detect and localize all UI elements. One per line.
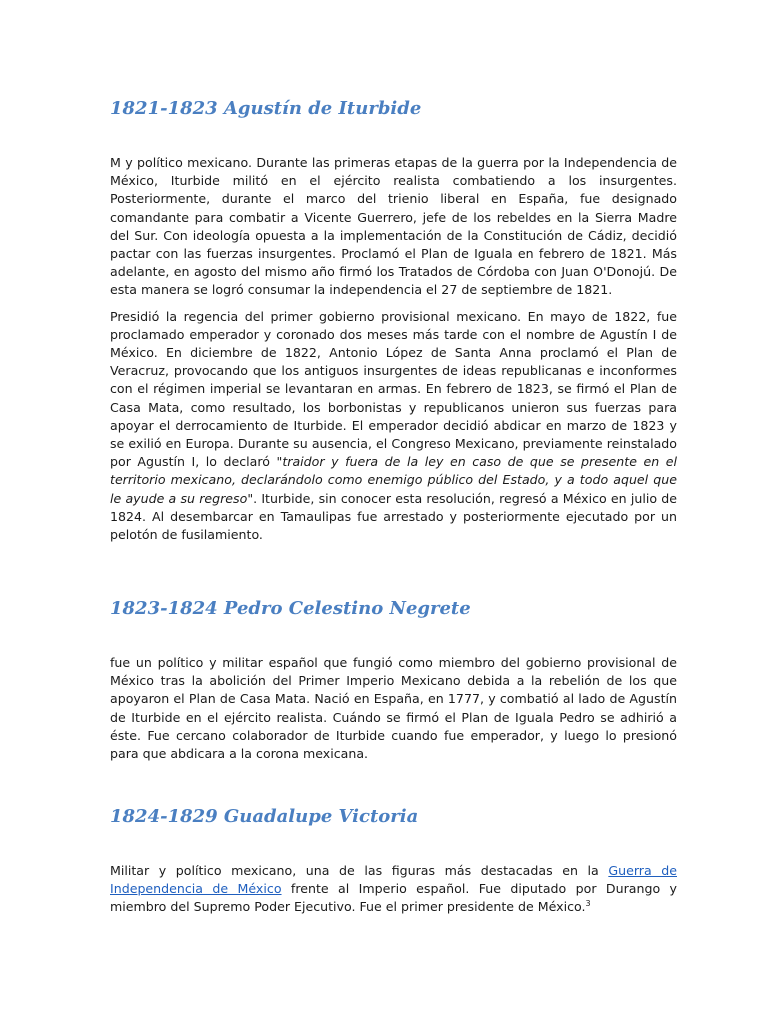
paragraph-text: Presidió la regencia del primer gobierno provisional mexicano. En mayo de 1822, fue proclamado emperador y coronado dos meses más tarde con el nombre de Agustín I de México. En diciembre de 1822, Antonio López de Santa Anna proclamó el Plan de Veracruz, provocando que los antiguos insurgentes de ideas republicanas e inconformes con el régimen imperial se levantaran en armas. En febrero de 1823, se firmó el Plan de Casa Mata, como resultado, los borbonistas y republicanos unieron sus fuerzas para apoyar el derrocamiento de Iturbide. El emperador decidió abdicar en marzo de 1823 y se exilió en Europa. Durante su ausencia, el Congreso Mexicano, previamente reinstalado por Agustín I, lo declaró " [110,308,677,470]
wiki-link-guerra-independencia[interactable]: Guerra de Independencia de México [110,863,677,897]
paragraph: M y político mexicano. Durante las primeras etapas de la guerra por la Independencia de México, Iturbide militó en el ejército realista combatiendo a los insurgentes. Posteriormente, durante el marco del trienio liberal en España, fue designado comandante para combatir a Vicente Guerrero, jefe de los rebeldes en la Sierra Madre del Sur. Con ideología opuesta a la implementación de la Constitución de Cádiz, decidió pactar con las fuerzas insurgentes. Proclamó el Plan de Iguala en febrero de 1821. Más adelante, en agosto del mismo año firmó los Tratados de Córdoba con Juan O'Donojú. De esta manera se logró consumar la independencia el 27 de septiembre de 1821. [110,155,677,298]
quoted-text: traidor y fuera de la ley en caso de que se presente en el territorio mexicano, declarándolo como enemigo público del Estado, y a todo aquel que le ayude a su regreso [110,454,677,506]
footnote-marker: 3 [585,899,591,909]
section-negrete [110,598,677,763]
section-heading: 1823-1824 Pedro Celestino Negrete [110,598,471,619]
paragraph-text: frente al Imperio español. Fue diputado por Durango y miembro del Supremo Poder Ejecutivo. Fue el primer presidente de México. [110,881,677,915]
section-iturbide [110,98,677,544]
paragraph [110,308,677,545]
section-heading: 1821-1823 Agustín de Iturbide [110,98,422,119]
paragraph-text: ". Iturbide, sin conocer esta resolución, regresó a México en julio de 1824. Al desembarcar en Tamaulipas fue arrestado y posteriormente ejecutado por un pelotón de fusilamiento. [110,490,677,543]
paragraph-text: Militar y político mexicano, una de las figuras más destacadas en la [110,863,609,878]
paragraph: fue un político y militar español que fungió como miembro del gobierno provisional de México tras la abolición del Primer Imperio Mexicano debida a la rebelión de los que apoyaron el Plan de Casa Mata. Nació en España, en 1777, y combatió al lado de Agustín de Iturbide en el ejército realista. Cuándo se firmó el Plan de Iguala Pedro se adhirió a éste. Fue cercano colaborador de Iturbide cuando fue emperador, y luego lo presionó para que abdicara a la corona mexicana. [110,655,677,762]
paragraph [110,862,677,917]
section-victoria [110,806,677,917]
section-heading: 1824-1829 Guadalupe Victoria [110,806,419,827]
